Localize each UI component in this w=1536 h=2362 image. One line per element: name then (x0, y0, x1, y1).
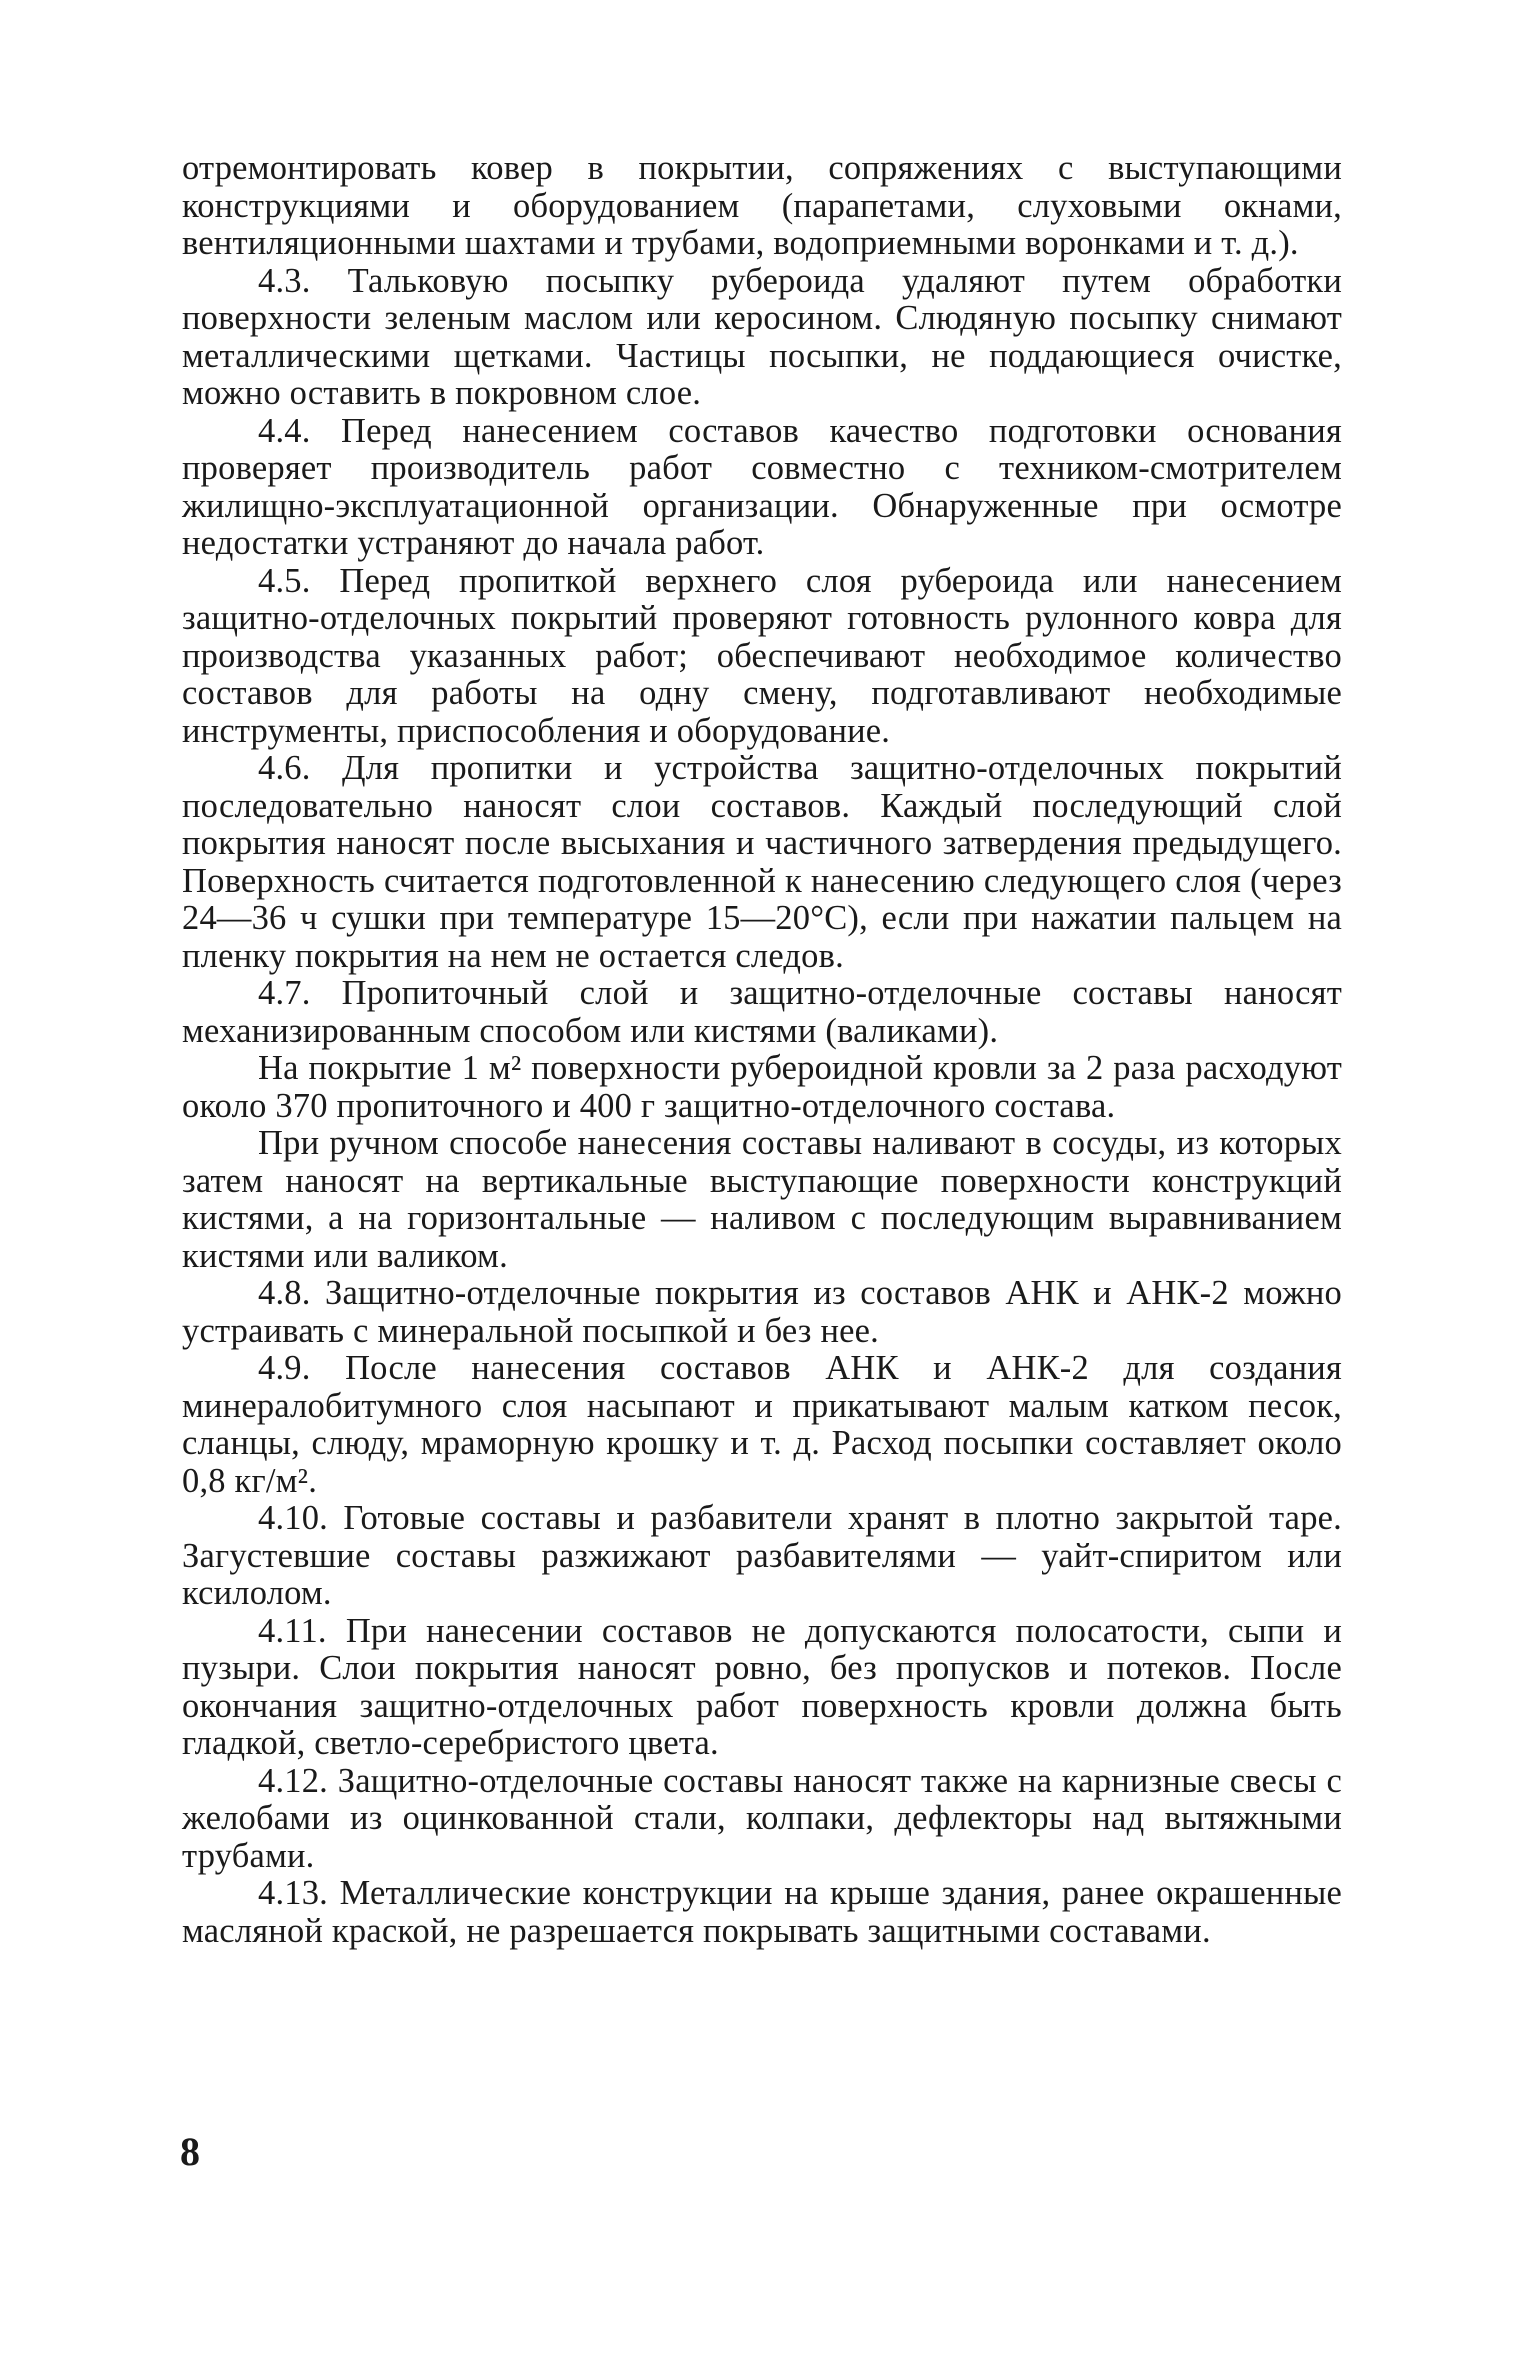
paragraph-4-12 (182, 1763, 1342, 1876)
paragraph-4-11 (182, 1613, 1342, 1763)
paragraph-text: Перед нанесением составов качество подготовки основания проверяет производитель работ совместно с техником-смотрителем жилищно-эксплуатационной организации. Обнаруженные при осмотре недостатки устраняют до начала работ. (182, 411, 1342, 562)
paragraph-4-8 (182, 1275, 1342, 1350)
clause-number: 4.12. (258, 1761, 328, 1800)
paragraph-text: При нанесении составов не допускаются полосатости, сыпи и пузыри. Слои покрытия наносят ровно, без пропусков и потеков. После окончания защитно-отделочных работ поверхность кровли должна быть гладкой, светло-серебристого цвета. (182, 1611, 1342, 1762)
page-number: 8 (180, 2129, 200, 2174)
clause-number: 4.4. (258, 411, 311, 450)
paragraph-text: Тальковую посыпку рубероида удаляют путем обработки поверхности зеленым маслом или керосином. Слюдяную посыпку снимают металлическими щетками. Частицы посыпки, не поддающиеся очистке, можно оставить в покровном слое. (182, 261, 1342, 412)
paragraph-4-6 (182, 750, 1342, 975)
clause-number: 4.10. (258, 1499, 328, 1537)
paragraph-text: На покрытие 1 м² поверхности рубероидной кровли за 2 раза расходуют около 370 пропиточного и 400 г защитно-отделочного состава. (182, 1049, 1342, 1125)
paragraph-4-5 (182, 563, 1342, 751)
clause-number: 4.9. (258, 1349, 311, 1387)
paragraph-text: При ручном способе нанесения составы наливают в сосуды, из которых затем наносят на вертикальные выступающие поверхности конструкций кистями, а на горизонтальные — наливом с последующим выравниванием кистями или валиком. (182, 1124, 1342, 1275)
paragraph-consumption (182, 1050, 1342, 1125)
clause-number: 4.3. (258, 261, 311, 300)
paragraph-4-4 (182, 413, 1342, 563)
paragraph-text: Для пропитки и устройства защитно-отделочных покрытий последовательно наносят слои составов. Каждый последующий слой покрытия наносят после высыхания и частичного затвердения предыдущего. Поверхность считается подготовленной к нанесению следующего слоя (через 24—36 ч сушки при температуре 15—20°С), если при нажатии пальцем на пленку покрытия на нем не остается следов. (182, 749, 1342, 975)
paragraph-continuation (182, 150, 1342, 263)
paragraph-text: отремонтировать ковер в покрытии, сопряжениях с выступающими конструкциями и оборудованием (парапетами, слуховыми окнами, вентиляционными шахтами и трубами, водоприемными воронками и т. д.). (182, 149, 1342, 262)
clause-number: 4.6. (258, 749, 311, 787)
paragraph-text: Перед пропиткой верхнего слоя рубероида или нанесением защитно-отделочных покрытий проверяют готовность рулонного ковра для производства указанных работ; обеспечивают необходимое количество составов для работы на одну смену, подготавливают необходимые инструменты, приспособления и оборудование. (182, 561, 1342, 750)
paragraph-4-13 (182, 1875, 1342, 1950)
paragraph-text: Металлические конструкции на крыше здания, ранее окрашенные масляной краской, не разрешается покрывать защитными составами. (182, 1874, 1342, 1950)
clause-number: 4.11. (258, 1611, 327, 1650)
paragraph-text: После нанесения составов АНК и АНК-2 для создания минералобитумного слоя насыпают и прикатывают малым катком песок, сланцы, слюду, мраморную крошку и т. д. Расход посыпки составляет около 0,8 кг/м². (182, 1349, 1342, 1500)
clause-number: 4.7. (258, 974, 311, 1012)
paragraph-4-7 (182, 975, 1342, 1050)
paragraph-text: Пропиточный слой и защитно-отделочные составы наносят механизированным способом или кистями (валиками). (182, 974, 1342, 1050)
paragraph-text: Защитно-отделочные составы наносят также на карнизные свесы с желобами из оцинкованной стали, колпаки, дефлекторы над вытяжными трубами. (182, 1761, 1342, 1875)
paragraph-4-10 (182, 1500, 1342, 1613)
paragraph-4-9 (182, 1350, 1342, 1500)
paragraph-4-3 (182, 263, 1342, 413)
clause-number: 4.5. (258, 561, 311, 600)
clause-number: 4.13. (258, 1874, 328, 1912)
paragraph-manual-method (182, 1125, 1342, 1275)
paragraph-text: Готовые составы и разбавители хранят в плотно закрытой таре. Загустевшие составы разжижают разбавителями — уайт-спиритом или ксилолом. (182, 1499, 1342, 1612)
clause-number: 4.8. (258, 1274, 311, 1312)
document-body (182, 150, 1342, 2310)
paragraph-text: Защитно-отделочные покрытия из составов АНК и АНК-2 можно устраивать с минеральной посыпкой и без нее. (182, 1274, 1342, 1350)
